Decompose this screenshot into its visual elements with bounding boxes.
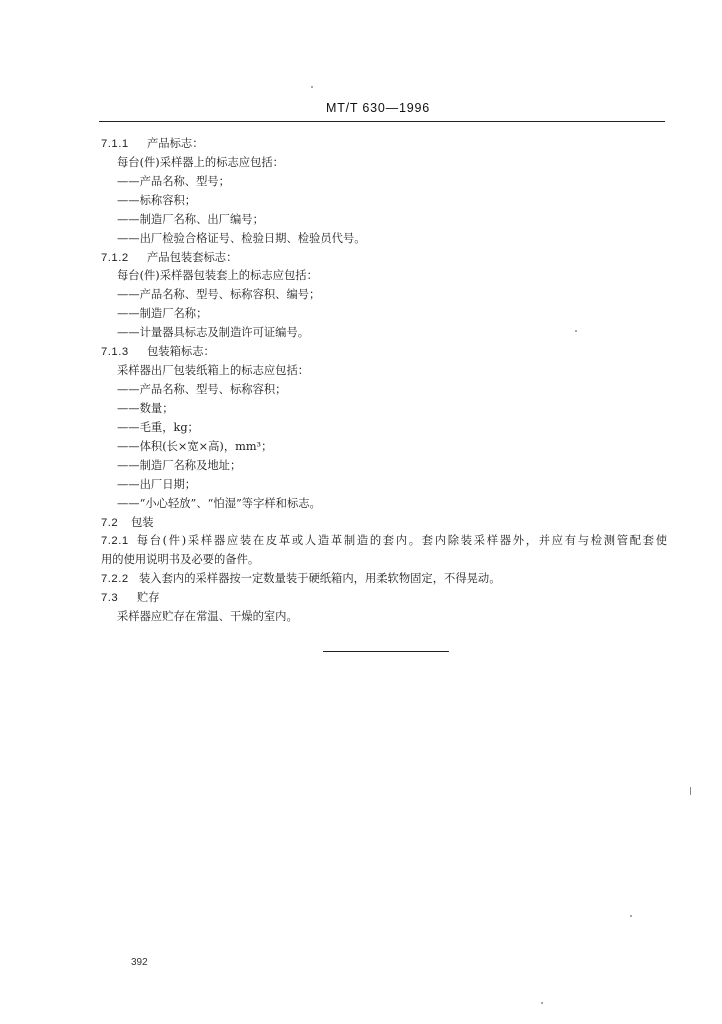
paragraph-number: 7.2.1	[101, 535, 129, 547]
list-item: ——“小心轻放”、“怕湿”等字样和标志。	[117, 497, 321, 510]
list-item: ——标称容积；	[117, 194, 197, 207]
scan-speck	[311, 86, 313, 88]
list-item: ——制造厂名称及地址；	[117, 459, 242, 472]
section-number: 7.1.3	[101, 346, 129, 358]
list-item: ——产品名称、型号、标称容积；	[117, 383, 287, 396]
scan-speck	[575, 330, 577, 332]
section-7-1-3-heading	[101, 344, 215, 360]
section-number: 7.1.1	[101, 138, 129, 150]
list-item: ——出厂日期；	[117, 478, 197, 491]
paragraph-number: 7.2.2	[101, 573, 129, 585]
section-title: 包装	[131, 516, 154, 529]
section-7-3-text: 采样器应贮存在常温、干燥的室内。	[117, 610, 298, 623]
list-item: ——计量器具标志及制造许可证编号。	[117, 326, 310, 339]
section-number: 7.2	[101, 517, 119, 529]
paragraph-7-2-1-line-2: 用的使用说明书及必要的备件。	[101, 553, 260, 566]
end-of-standard-rule	[323, 651, 449, 652]
section-title: 产品标志：	[147, 137, 204, 150]
paragraph-7-2-2	[101, 571, 501, 587]
section-title: 包装箱标志：	[147, 345, 215, 358]
scan-speck	[541, 1002, 543, 1004]
section-title: 贮存	[137, 591, 160, 604]
list-item: ——体积(长×宽×高)，mm³；	[117, 440, 273, 453]
paragraph-text: 装入套内的采样器按一定数量装于硬纸箱内，用柔软物固定，不得晃动。	[139, 572, 501, 585]
section-7-1-3-intro: 采样器出厂包装纸箱上的标志应包括：	[117, 364, 310, 377]
section-title: 产品包装套标志：	[147, 251, 238, 264]
paragraph-7-2-1-line-1	[101, 533, 667, 549]
list-item: ——出厂检验合格证号、检验日期、检验员代号。	[117, 232, 366, 245]
list-item: ——制造厂名称、出厂编号；	[117, 213, 264, 226]
section-7-2-heading	[101, 515, 154, 531]
list-item: ——数量；	[117, 402, 174, 415]
list-item: ——产品名称、型号；	[117, 175, 230, 188]
scan-speck	[630, 915, 632, 917]
header-rule	[99, 121, 665, 122]
page-number: 392	[131, 957, 148, 968]
list-item: ——产品名称、型号、标称容积、编号；	[117, 288, 321, 301]
list-item: ——毛重，kg；	[117, 421, 199, 434]
paragraph-text: 每台(件)采样器应装在皮革或人造革制造的套内。套内除装采样器外，并应有与检测管配套使	[135, 534, 667, 547]
standard-code-header: MT/T 630—1996	[326, 101, 430, 115]
list-item: ——制造厂名称；	[117, 307, 208, 320]
section-number: 7.3	[101, 592, 119, 604]
section-7-3-heading	[101, 590, 160, 606]
section-7-1-1-heading	[101, 136, 204, 152]
section-7-1-2-intro: 每台(件)采样器包装套上的标志应包括：	[117, 269, 318, 282]
section-7-1-1-intro: 每台(件)采样器上的标志应包括：	[117, 156, 284, 169]
scan-speck	[690, 787, 691, 795]
section-number: 7.1.2	[101, 252, 129, 264]
section-7-1-2-heading	[101, 250, 237, 266]
